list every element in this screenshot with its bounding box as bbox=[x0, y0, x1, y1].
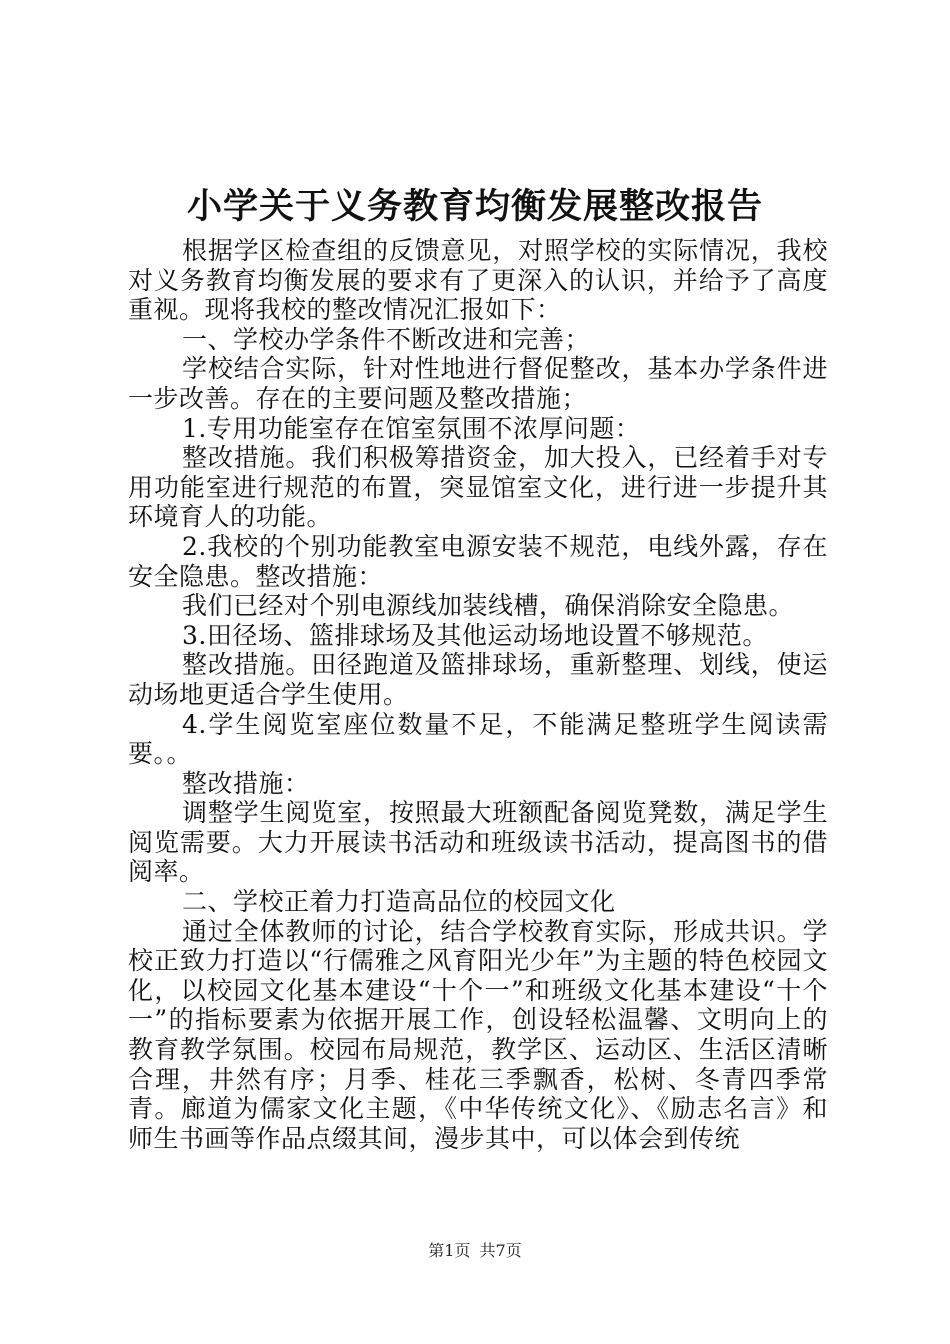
page-number: 第1页 bbox=[428, 1241, 471, 1260]
page-footer bbox=[0, 1240, 950, 1262]
list-item-heading: 4.学生阅览室座位数量不足，不能满足整班学生阅读需要。。 bbox=[128, 709, 828, 769]
paragraph: 整改措施。我们积极筹措资金，加大投入，已经着手对专用功能室进行规范的布置，突显馆室文化，进行进一步提升其环境育人的功能。 bbox=[128, 443, 828, 532]
paragraph: 我们已经对个别电源线加装线槽，确保消除安全隐患。 bbox=[182, 591, 795, 621]
paragraph: 调整学生阅览室，按照最大班额配备阅览凳数，满足学生阅览需要。大力开展读书活动和班级读书活动，提高图书的借阅率。 bbox=[128, 798, 828, 887]
page-total: 共7页 bbox=[479, 1241, 522, 1260]
document-body bbox=[128, 236, 828, 1153]
paragraph: 根据学区检查组的反馈意见，对照学校的实际情况，我校对义务教育均衡发展的要求有了更深入的认识，并给予了高度重视。现将我校的整改情况汇报如下： bbox=[128, 236, 828, 325]
paragraph: 整改措施： bbox=[182, 768, 310, 798]
list-item-heading: 2.我校的个别功能教室电源安装不规范，电线外露，存在安全隐患。整改措施： bbox=[128, 531, 828, 591]
document-title: 小学关于义务教育均衡发展整改报告 bbox=[186, 186, 763, 227]
list-item-heading: 1.专用功能室存在馆室氛围不浓厚问题： bbox=[182, 413, 641, 443]
paragraph: 学校结合实际，针对性地进行督促整改，基本办学条件进一步改善。存在的主要问题及整改措施； bbox=[128, 354, 828, 413]
section-heading: 一、学校办学条件不断改进和完善； bbox=[182, 324, 591, 354]
paragraph: 整改措施。田径跑道及篮排球场，重新整理、划线，使运动场地更适合学生使用。 bbox=[128, 650, 828, 709]
section-heading: 二、学校正着力打造高品位的校园文化 bbox=[182, 887, 616, 917]
list-item-heading: 3.田径场、篮排球场及其他运动场地设置不够规范。 bbox=[182, 620, 768, 650]
paragraph: 通过全体教师的讨论，结合学校教育实际，形成共识。学校正致力打造以“行儒雅之风育阳光少年”为主题的特色校园文化，以校园文化基本建设“十个一”和班级文化基本建设“十个一”的指标要素为依据开展工作，创设轻松温馨、文明向上的教育教学氛围。校园布局规范，教学区、运动区、生活区清晰合理，井然有序；月季、桂花三季飘香，松树、冬青四季常青。廊道为儒家文化主题，《中华传统文化》、《励志名言》和师生书画等作品点缀其间，漫步其中，可以体会到传统 bbox=[128, 916, 828, 1153]
